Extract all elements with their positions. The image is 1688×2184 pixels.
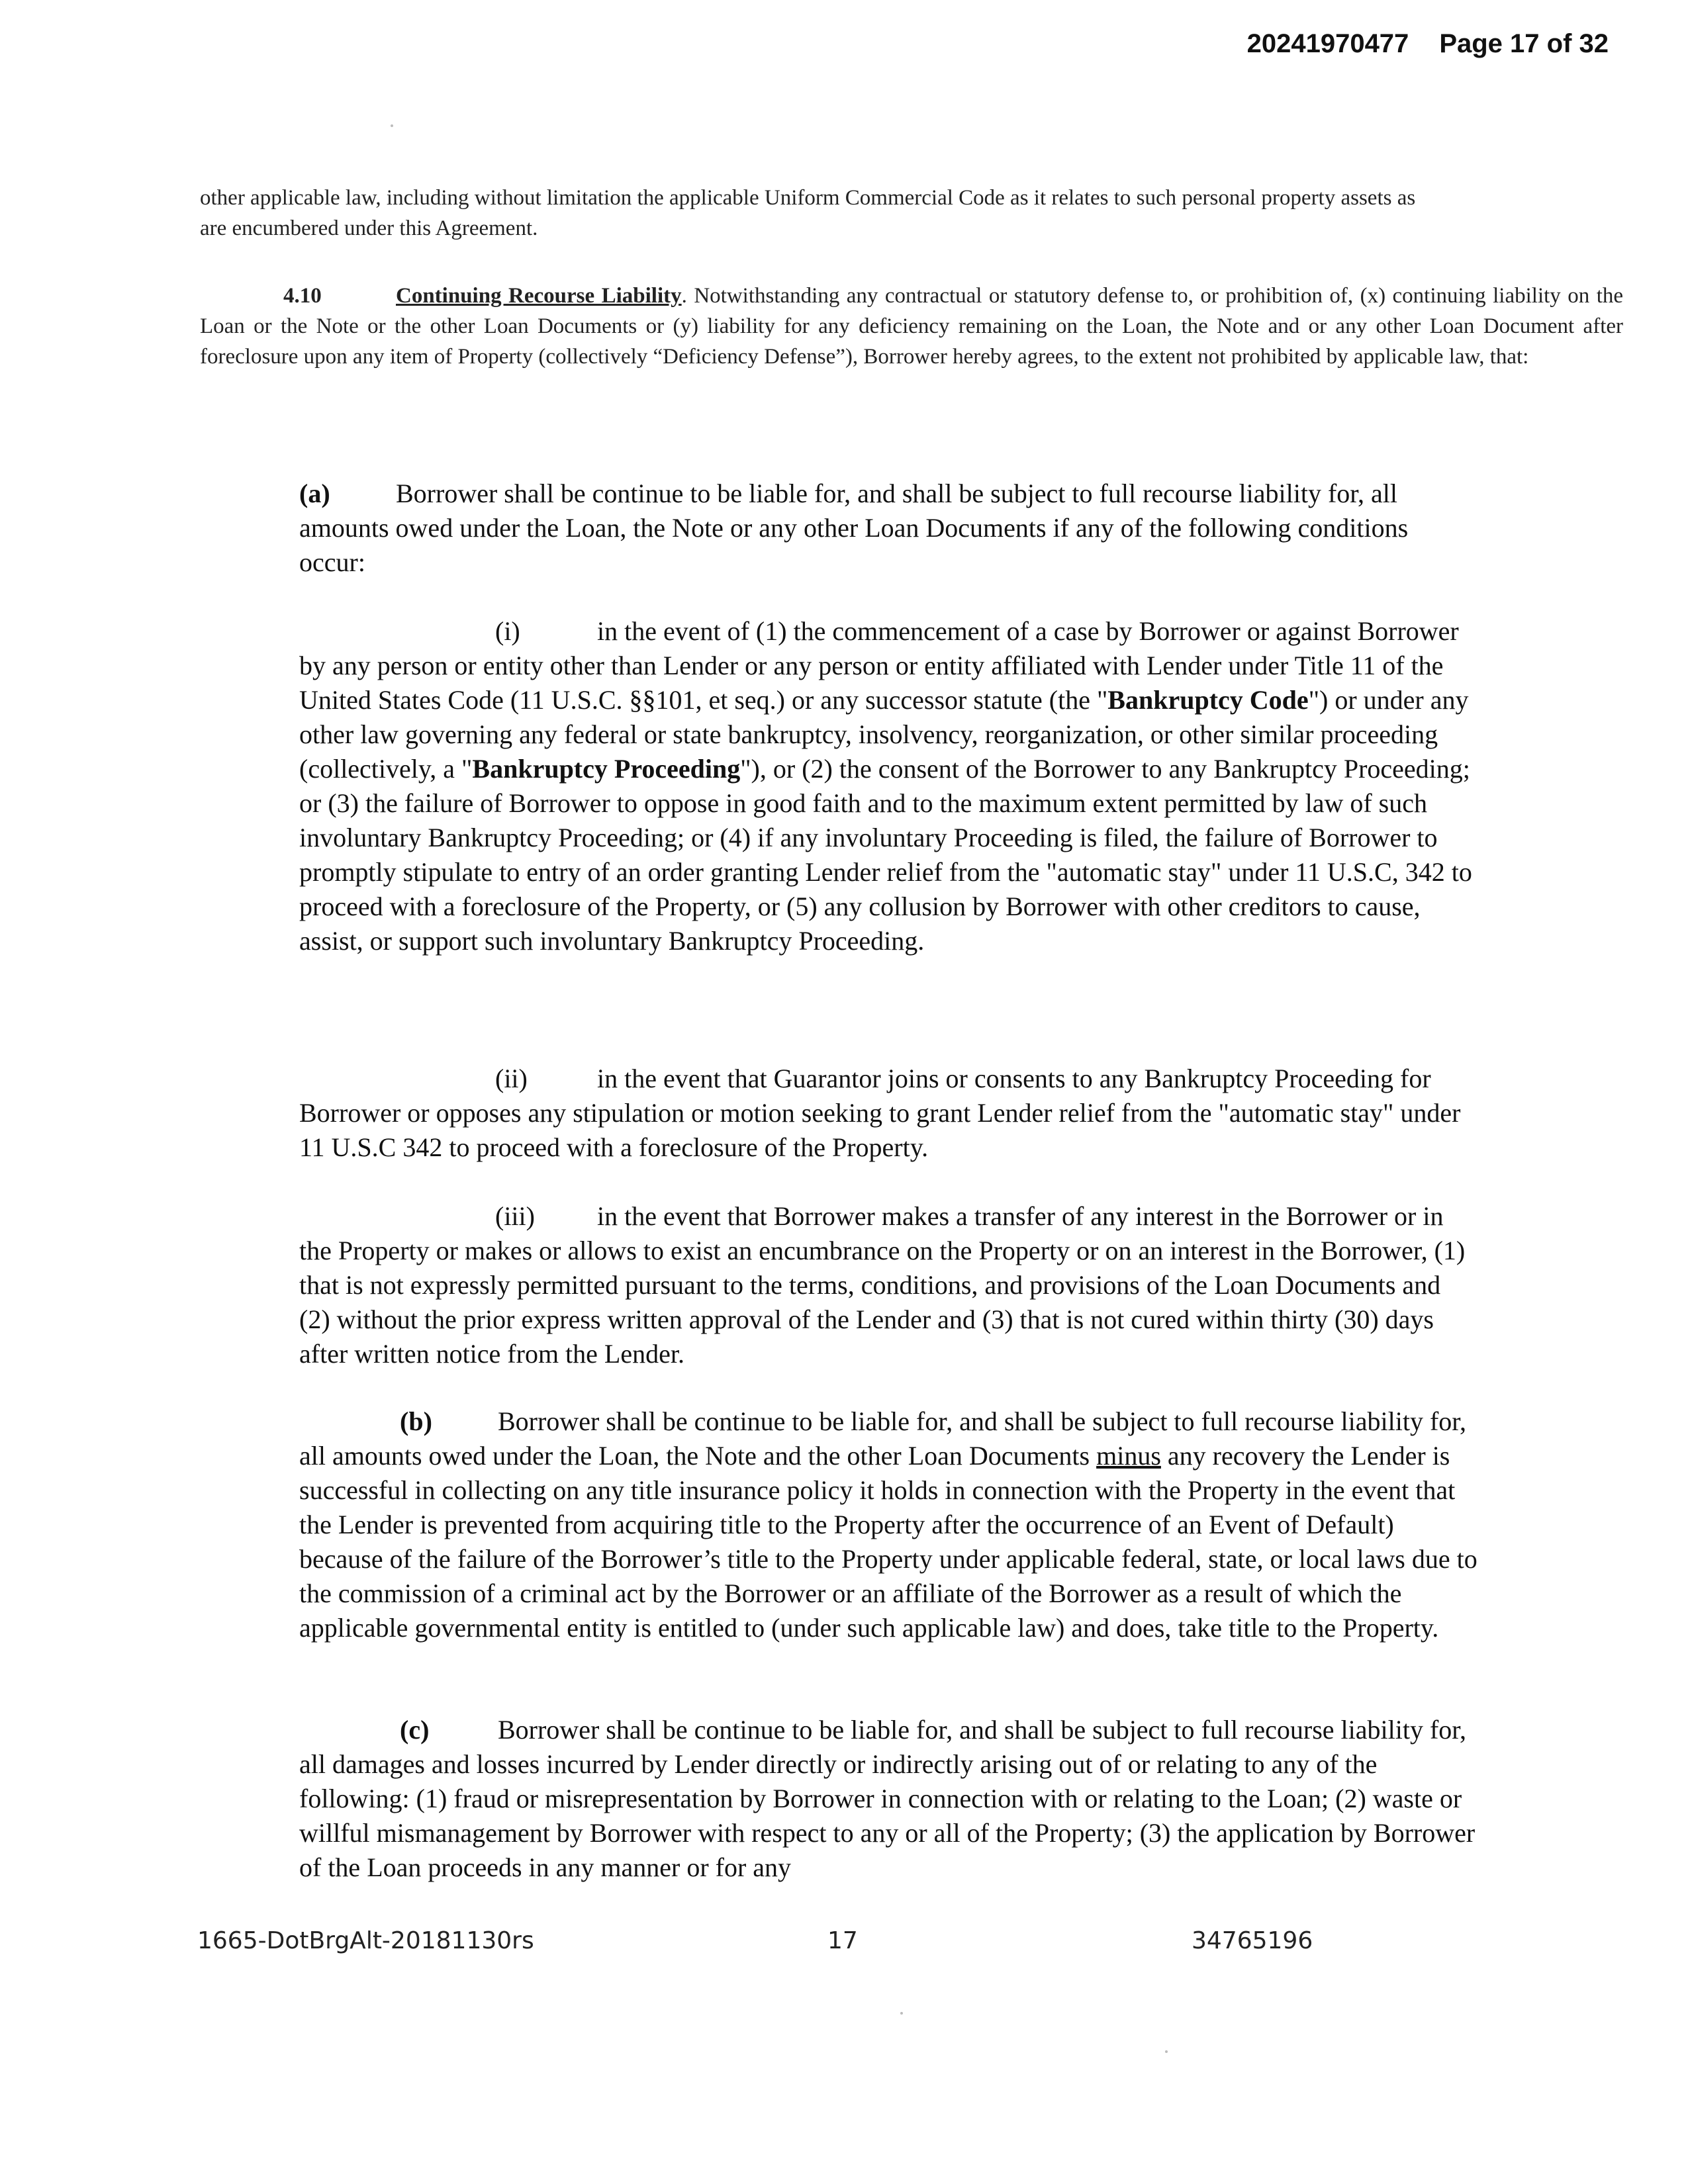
page-header	[1247, 29, 1609, 59]
clause-c	[299, 1713, 1477, 1885]
footer-reference: 34765196	[1192, 1927, 1313, 1954]
section-4-10: 4.10 Continuing Recourse Liability. Notwithstanding any contractual or statutory defense to, or prohibition of, (x) continuing liability on the Loan or the Note or the other Loan Documents or (y) liability for any deficiency remaining on the Loan, the Note and or any other Loan Document after foreclosure upon any item of Property (collectively “Deficiency Defense”), Borrower hereby agrees, to the extent not prohibited by applicable law, that:	[200, 281, 1623, 372]
footer-page-number: 17	[827, 1927, 858, 1954]
clause-b-text-1: Borrower shall be continue to be liable for, and shall be subject to full recourse liability for, all amounts owed under the Loan, the Note and the other Loan Documents	[299, 1406, 1467, 1471]
section-heading: Continuing Recourse Liability	[396, 284, 682, 308]
scan-speck	[391, 124, 393, 127]
clause-c-text: Borrower shall be continue to be liable for, and shall be subject to full recourse liability for, all damages and losses incurred by Lender directly or indirectly arising out of or relating to any of the following: (1) fraud or misrepresentation by Borrower in connection with or relating to the Loan; (2) waste or willful mismanagement by Borrower with respect to any or all of the Property; (3) the application by Borrower of the Loan proceeds in any manner or for any	[299, 1715, 1476, 1882]
intro-paragraph: other applicable law, including without limitation the applicable Uniform Commercial Code as it relates to such personal property assets as are encumbered under this Agreement.	[200, 186, 1416, 240]
clause-i-text-2: ") or under any other law governing any federal or state bankruptcy, insolvency, reorganization, or other similar proceeding (collectively, a "	[299, 685, 1469, 784]
clause-b-label: (b)	[400, 1406, 432, 1436]
clause-c-label: (c)	[400, 1715, 430, 1745]
clause-ii	[299, 1062, 1477, 1165]
clause-iii-label: (iii)	[495, 1201, 535, 1231]
clause-a-text: Borrower shall be continue to be liable for, and shall be subject to full recourse liability for, all amounts owed under the Loan, the Note or any other Loan Documents if any of the following conditions occur:	[299, 478, 1409, 577]
section-body: Notwithstanding any contractual or statutory defense to, or prohibition of, (x) continuing liability on the Loan or the Note or the other Loan Documents or (y) liability for any deficiency remaining on the Loan, the Note and or any other Loan Document after foreclosure upon any item of Property (collectively “Deficiency Defense”), Borrower hereby agrees, to the extent not prohibited by applicable law, that:	[200, 284, 1624, 369]
defined-term-bankruptcy-code: Bankruptcy Code	[1107, 685, 1309, 715]
clause-ii-label: (ii)	[495, 1064, 528, 1093]
clause-iii-text: in the event that Borrower makes a transfer of any interest in the Borrower or in the Property or makes or allows to exist an encumbrance on the Property or on an interest in the Borrower, (1) that is not expressly permitted pursuant to the terms, conditions, and provisions of the Loan Documents and (2) without the prior express written approval of the Lender and (3) that is not cured within thirty (30) days after written notice from the Lender.	[299, 1201, 1466, 1369]
section-number: 4.10	[283, 284, 322, 308]
scan-speck	[900, 2012, 903, 2015]
clause-ii-text: in the event that Guarantor joins or consents to any Bankruptcy Proceeding for Borrower or opposes any stipulation or motion seeking to grant Lender relief from the "automatic stay" under 11 U.S.C 342 to proceed with a foreclosure of the Property.	[299, 1064, 1461, 1162]
clause-b	[299, 1404, 1477, 1645]
underlined-minus: minus	[1096, 1441, 1161, 1471]
clause-i-label: (i)	[495, 616, 520, 646]
scan-speck	[1165, 2050, 1168, 2053]
recording-number: 20241970477	[1246, 29, 1409, 58]
clause-i-text-1: in the event of (1) the commencement of a case by Borrower or against Borrower by any person or entity other than Lender or any person or entity affiliated with Lender under Title 11 of the United States Code (11 U.S.C. §§101, et seq.) or any successor statute (the "	[299, 616, 1459, 715]
clause-b-text-2: any recovery the Lender is successful in collecting on any title insurance policy it holds in connection with the Property in the event that the Lender is prevented from acquiring title to the Property after the occurrence of an Event of Default) because of the failure of the Borrower’s title to the Property under applicable federal, state, or local laws due to the commission of a criminal act by the Borrower or an affiliate of the Borrower as a result of which the applicable governmental entity is entitled to (under such applicable law) and does, take title to the Property.	[299, 1441, 1477, 1643]
defined-term-bankruptcy-proceeding: Bankruptcy Proceeding	[472, 754, 741, 784]
clause-i-text-3: "), or (2) the consent of the Borrower to any Bankruptcy Proceeding; or (3) the failure of Borrower to oppose in good faith and to the maximum extent permitted by law of such involuntary Bankruptcy Proceeding; or (4) if any involuntary Proceeding is filed, the failure of Borrower to promptly stipulate to entry of an order granting Lender relief from the "automatic stay" under 11 U.S.C, 342 to proceed with a foreclosure of the Property, or (5) any collusion by Borrower with other creditors to cause, assist, or support such involuntary Bankruptcy Proceeding.	[299, 754, 1472, 956]
clause-i	[299, 614, 1477, 958]
page-count: Page 17 of 32	[1439, 29, 1609, 58]
clause-iii	[299, 1199, 1477, 1371]
footer-doc-id: 1665-DotBrgAlt-20181130rs	[197, 1927, 534, 1954]
clause-a	[299, 477, 1477, 580]
clause-a-label: (a)	[299, 478, 330, 508]
